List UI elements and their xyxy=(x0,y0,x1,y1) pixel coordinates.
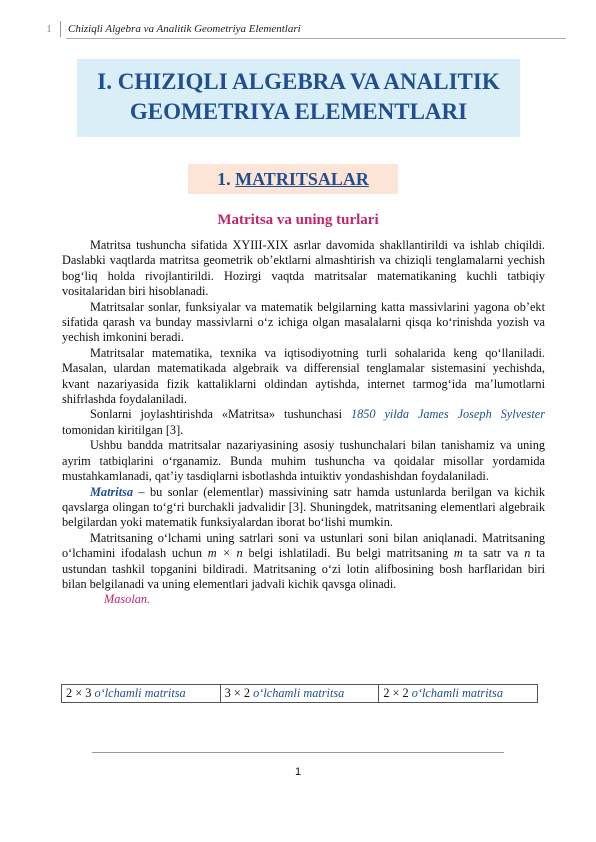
p6-definition: – bu sonlar (elementlar) massivining satr hamda ustunlarda berilgan va kichik qavslarga olingan to‘g‘ri burchakli jadvalidir [3]. Shuningdek, matritsaning elementlari algebraik belgilardan yoki matematik funksiyalardan iborat bo‘lishi mumkin. xyxy=(62,484,545,530)
cell-label: o‘lchamli matritsa xyxy=(250,686,345,700)
chapter-heading xyxy=(77,59,520,137)
running-header xyxy=(38,21,558,37)
paragraph-4 xyxy=(62,407,545,438)
cell-label: o‘lchamli matritsa xyxy=(91,686,186,700)
header-title: Chiziqli Algebra va Analitik Geometriya Elementlari xyxy=(68,23,301,35)
p4-citation: 1850 yilda James Joseph Sylvester xyxy=(350,407,545,422)
header-rule xyxy=(66,38,566,39)
cell-dims: 2 × 2 xyxy=(383,686,409,700)
paragraph-5: Ushbu bandda matritsalar nazariyasining asosiy tushunchalari bilan tanishamiz va uning ayrim tatbiqlarini o‘rganamiz. Bunda muhim tushuncha va qoidalar misollar yordamida mustahkamlanadi, qat’iy tasdiqlarni isbotlashda intuiktiv yondashishdan foydalaniladi. xyxy=(62,438,545,484)
table-cell xyxy=(220,685,379,703)
p7-text-d: ta ustundan tashkil topganini bildiradi. Matritsaning o‘zi lotin alifbosining bosh harflaridan biri bilan belgilanadi va uning elementlari jadvali kichik qavsga olinadi. xyxy=(62,546,546,591)
p7-text-a: Matritsaning o‘lchami uning satrlari soni va ustunlari soni bilan aniqlanadi. Matritsaning o‘lchamini ifodalash uchun xyxy=(62,530,545,561)
chapter-title-line2: GEOMETRIYA ELEMENTLARI xyxy=(129,99,468,124)
p4-text-b: tomonidan kiritilgan [3]. xyxy=(62,422,184,437)
p4-text-a: Sonlarni joylashtirishda «Matritsa» tushunchasi xyxy=(90,407,351,422)
example-label: Masolan. xyxy=(104,592,151,607)
table-cell xyxy=(379,685,538,703)
p7-m: m xyxy=(453,546,463,561)
section-title: MATRITSALAR xyxy=(235,169,369,189)
body-text xyxy=(62,238,545,608)
section-heading xyxy=(188,164,398,194)
paragraph-1: Matritsa tushuncha sifatida XYIII-XIX asrlar davomida shakllantirildi va ishlab chiqildi. Daslabki vaqtlarda matritsa geometrik ob’ektlarni almashtirish va chiziqli tenglamalarni yechish bog‘liq holda rivojlantirildi. Hozirgi vaqtda matritsalar matematikaning kuchli tatbiqiy vositalaridan biri hisoblanadi. xyxy=(62,238,545,299)
matrix-size-table xyxy=(61,684,538,703)
paragraph-2: Matritsalar sonlar, funksiyalar va matematik belgilarning katta massivlarini yagona ob’ekt sifatida qarash va bunday massivlarni o‘z ichiga olgan masalalarni qisqa ko‘rinishda yozish va yechish imkonini beradi. xyxy=(62,299,545,345)
p7-mxn: m × n xyxy=(207,546,243,561)
chapter-title-line1: I. CHIZIQLI ALGEBRA VA ANALITIK xyxy=(97,69,500,94)
p7-text-c: ta satr va xyxy=(462,546,525,561)
section-number: 1. xyxy=(217,169,231,189)
p7-n: n xyxy=(524,546,531,561)
page-number: 1 xyxy=(294,766,302,778)
paragraph-7 xyxy=(62,531,545,593)
cell-label: o‘lchamli matritsa xyxy=(408,686,503,700)
table-cell xyxy=(62,685,221,703)
header-page-number: 1 xyxy=(38,21,61,37)
cell-dims: 3 × 2 xyxy=(224,686,251,700)
cell-dims: 2 × 3 xyxy=(66,686,92,700)
subsection-title: Matritsa va uning turlari xyxy=(217,212,379,228)
footer-rule xyxy=(92,752,504,753)
table-row xyxy=(62,685,538,703)
p7-text-b: belgi ishlatiladi. Bu belgi matritsaning xyxy=(242,546,454,561)
paragraph-6 xyxy=(62,485,545,531)
matritsa-term: Matritsa xyxy=(90,484,134,499)
paragraph-3: Matritsalar matematika, texnika va iqtisodiyotning turli sohalarida keng qo‘llaniladi. Masalan, ulardan matematikada algebraik va differensial tenglamalar sistemasini yechishda, kvant nazariyasida fizik kattaliklarni oldindan aytishda, internet tarmog‘ida ma’lumotlarni shifrlashda foydalaniladi. xyxy=(62,345,545,407)
